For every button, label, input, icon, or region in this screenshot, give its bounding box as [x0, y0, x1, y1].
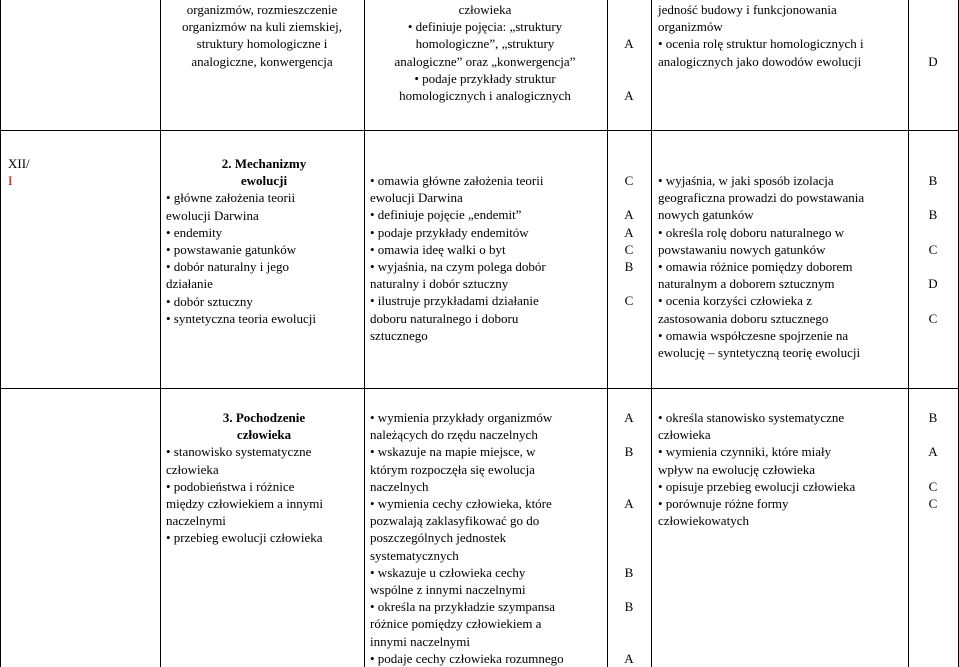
requirement-line: • omawia różnice pomiędzy doborem — [658, 259, 853, 275]
row1-grades-basic — [614, 1, 644, 104]
requirement-line: • określa rolę doboru naturalnego w — [658, 224, 845, 240]
row3-topics — [166, 409, 362, 547]
grade: A — [624, 207, 634, 223]
grade — [614, 53, 644, 70]
requirement-line: którym rozpoczęła się ewolucja — [370, 461, 535, 477]
grade: A — [624, 650, 634, 666]
grade — [614, 189, 644, 206]
grade — [614, 529, 644, 546]
row2-grades-ext — [918, 172, 948, 327]
requirement-line: • podaje przykłady struktur — [414, 70, 556, 86]
requirement-line: różnice pomiędzy człowiekiem a — [370, 616, 542, 632]
grade — [918, 189, 948, 206]
topic-line: • stanowisko systematyczne — [166, 444, 312, 460]
grid-line — [651, 0, 652, 667]
topic-line: między człowiekiem a innymi — [166, 496, 324, 512]
grade: B — [624, 258, 634, 274]
grade — [614, 512, 644, 529]
requirement-line: homologiczne”, „struktury — [415, 36, 555, 52]
grade: C — [624, 241, 634, 257]
requirement-line: wspólne z innymi naczelnymi — [370, 582, 526, 598]
requirement-line: • wyjaśnia, na czym polega dobór — [370, 259, 546, 275]
requirement-line: doboru naturalnego i doboru — [370, 310, 519, 326]
row3-grades-ext — [918, 409, 948, 512]
requirement-line: jedność budowy i funkcjonowania — [658, 2, 837, 17]
requirement-line: • wymienia przykłady organizmów — [370, 410, 553, 425]
row1-requirements-basic — [366, 1, 604, 104]
section-title: 3. Pochodzenie — [222, 410, 306, 425]
requirement-line: zastosowania doboru sztucznego — [658, 310, 829, 326]
requirement-line: powstawaniu nowych gatunków — [658, 241, 826, 257]
row2-grades-basic — [614, 172, 644, 310]
requirement-line: • omawia główne założenia teorii — [370, 173, 544, 188]
requirement-line: • definiuje pojęcia: „struktury — [407, 19, 563, 35]
grid-line — [364, 0, 365, 667]
requirement-line: • definiuje pojęcie „endemit” — [370, 207, 522, 223]
grade — [614, 632, 644, 649]
grade — [614, 547, 644, 564]
grid-line — [908, 0, 909, 667]
grade: A — [928, 444, 938, 460]
grade — [918, 258, 948, 275]
row2-topics — [166, 155, 362, 327]
topic-line: • główne założenia teorii — [166, 190, 296, 206]
requirement-line: • określa na przykładzie szympansa — [370, 599, 556, 615]
grade — [614, 1, 644, 18]
requirement-line: homologicznych i analogicznych — [399, 88, 571, 104]
topic-line: organizmów, rozmieszczenie — [186, 2, 338, 17]
requirement-line: • wskazuje na mapie miejsce, w — [370, 444, 536, 460]
row2-month — [8, 155, 48, 189]
requirement-line: • omawia współczesne spojrzenie na — [658, 327, 849, 343]
requirement-line: • wyjaśnia, w jaki sposób izolacja — [658, 173, 834, 188]
grade — [918, 292, 948, 309]
grade: C — [928, 495, 938, 511]
row3-requirements-basic — [370, 409, 604, 667]
topic-line: człowieka — [166, 461, 219, 477]
grade — [614, 426, 644, 443]
grade: B — [928, 173, 938, 188]
grid-line — [160, 0, 161, 667]
requirement-line: organizmów — [658, 19, 723, 35]
grade — [614, 461, 644, 478]
grade — [614, 275, 644, 292]
requirement-line: należących do rzędu naczelnych — [370, 427, 538, 443]
requirement-line: sztucznego — [370, 327, 428, 343]
requirement-line: • omawia ideę walki o byt — [370, 241, 506, 257]
requirement-line: człowieka — [658, 427, 711, 443]
row2-requirements-basic — [370, 172, 604, 344]
requirement-line: ewolucję – syntetyczną teorię ewolucji — [658, 345, 861, 361]
topic-line: naczelnymi — [166, 513, 226, 529]
topic-line: działanie — [166, 276, 213, 292]
topic-line: • powstawanie gatunków — [166, 242, 297, 258]
requirement-line: • wymienia cechy człowieka, które — [370, 496, 552, 512]
requirement-line: geograficzna prowadzi do powstawania — [658, 190, 865, 206]
grade — [918, 426, 948, 443]
topic-line: • endemity — [166, 224, 223, 240]
grade: B — [624, 564, 634, 580]
grade: B — [928, 207, 938, 223]
requirement-line: • ocenia rolę struktur homologicznych i — [658, 36, 864, 52]
topic-line: ewolucji Darwina — [166, 207, 259, 223]
grade — [614, 615, 644, 632]
requirement-line: naturalny i dobór sztuczny — [370, 276, 509, 292]
grade: B — [624, 444, 634, 460]
topic-line: • podobieństwa i różnice — [166, 478, 295, 494]
row1-requirements-ext — [658, 1, 906, 70]
grid-line — [607, 0, 608, 667]
topic-line: • przebieg ewolucji człowieka — [166, 530, 323, 546]
requirement-line: ewolucji Darwina — [370, 190, 463, 206]
requirement-line: • opisuje przebieg ewolucji człowieka — [658, 478, 856, 494]
requirement-line: • podaje przykłady endemitów — [370, 224, 529, 240]
topic-line: • dobór naturalny i jego — [166, 259, 289, 275]
grid-line — [0, 0, 1, 667]
requirement-line: naturalnym a doborem sztucznym — [658, 276, 835, 292]
grid-line — [0, 130, 959, 131]
grade: C — [928, 478, 938, 494]
grade: A — [624, 36, 634, 52]
row3-grades-basic — [614, 409, 644, 667]
requirement-line: • ilustruje przykładami działanie — [370, 293, 539, 309]
grade — [918, 224, 948, 241]
grade — [918, 1, 948, 18]
requirement-line: • wymienia czynniki, które miały — [658, 444, 832, 460]
section-title: ewolucji — [240, 173, 288, 189]
requirement-line: • porównuje różne formy — [658, 496, 789, 512]
grade — [614, 70, 644, 87]
grade: C — [928, 310, 938, 326]
requirement-line: innymi naczelnymi — [370, 633, 471, 649]
grade: D — [928, 53, 938, 69]
grade — [614, 581, 644, 598]
topic-line: • syntetyczna teoria ewolucji — [166, 310, 317, 326]
grade — [918, 35, 948, 52]
row1-topics — [162, 1, 362, 70]
row3-requirements-ext — [658, 409, 906, 529]
grade — [918, 18, 948, 35]
row2-requirements-ext — [658, 172, 906, 361]
grade — [918, 461, 948, 478]
grade: C — [624, 293, 634, 309]
grade: A — [624, 495, 634, 511]
requirement-line: wpływ na ewolucję człowieka — [658, 461, 816, 477]
requirement-line: analogicznych jako dowodów ewolucji — [658, 53, 862, 69]
grade — [614, 478, 644, 495]
grade: A — [624, 87, 634, 103]
grade: B — [624, 599, 634, 615]
grade: C — [928, 241, 938, 257]
grade: A — [624, 224, 634, 240]
grid-line — [0, 388, 959, 389]
topic-line: struktury homologiczne i — [196, 36, 328, 52]
requirement-line: człowieka — [458, 2, 512, 17]
requirement-line: • wskazuje u człowieka cechy — [370, 564, 526, 580]
grade: B — [928, 410, 938, 425]
topic-line: organizmów na kuli ziemskiej, — [181, 19, 343, 35]
month-line: XII/ — [8, 156, 30, 171]
month-line: I — [8, 173, 13, 189]
requirement-line: nowych gatunków — [658, 207, 754, 223]
grade — [614, 18, 644, 35]
section-title: człowieka — [236, 427, 292, 443]
requirement-line: analogiczne” oraz „konwergencja” — [394, 53, 576, 69]
requirement-line: systematycznych — [370, 547, 459, 563]
grade: D — [928, 276, 938, 292]
requirement-line: • określa stanowisko systematyczne — [658, 410, 845, 425]
requirement-line: • ocenia korzyści człowieka z — [658, 293, 812, 309]
requirement-line: człowiekowatych — [658, 513, 749, 529]
section-title: 2. Mechanizmy — [221, 156, 307, 171]
requirement-line: • podaje cechy człowieka rozumnego — [370, 650, 564, 666]
grade: A — [624, 410, 634, 425]
requirement-line: naczelnych — [370, 478, 429, 494]
row1-grades-ext — [918, 1, 948, 70]
requirement-line: poszczególnych jednostek — [370, 530, 507, 546]
topic-line: analogiczne, konwergencja — [191, 53, 333, 69]
topic-line: • dobór sztuczny — [166, 293, 253, 309]
requirement-line: pozwalają zaklasyfikować go do — [370, 513, 540, 529]
grade: C — [624, 173, 634, 188]
